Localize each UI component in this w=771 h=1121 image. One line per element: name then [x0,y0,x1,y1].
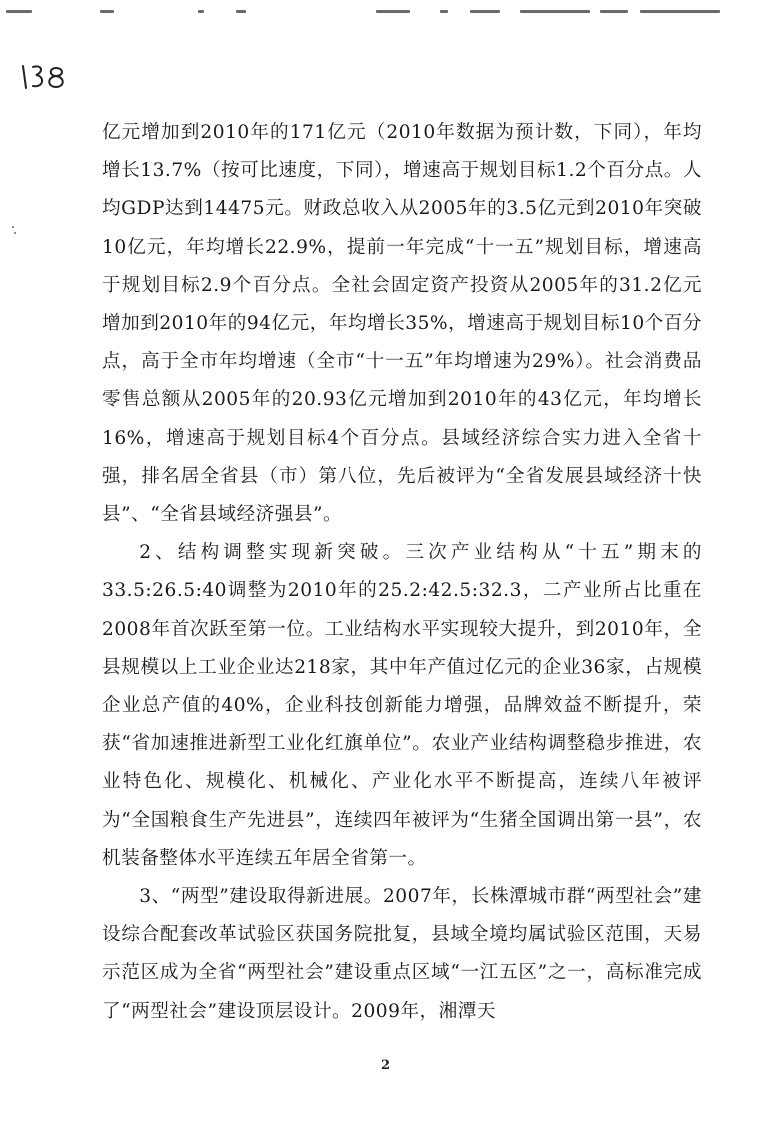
paragraph-economic-growth: 亿元增加到2010年的171亿元（2010年数据为预计数，下同），年均增长13.7%（按可比速度，下同），增速高于规划目标1.2个百分点。人均GDP达到14475元。财政总收入从2005年的3.5亿元到2010年突破10亿元，年均增长22.9%，提前一年完成“十一五”规划目标，增速高于规划目标2.9个百分点。全社会固定资产投资从2005年的31.2亿元增加到2010年的94亿元，年均增长35%，增速高于规划目标10个百分点，高于全市年均增速（全市“十一五”年均增速为29%）。社会消费品零售总额从2005年的20.93亿元增加到2010年的43亿元，年均增长16%，增速高于规划目标4个百分点。县域经济综合实力进入全省十强，排名居全省县（市）第八位，先后被评为“全省发展县域经济十快县”、“全省县域经济强县”。 [102,122,702,526]
scan-noise [0,6,771,20]
paragraph-structural-adjustment: 2、结构调整实现新突破。三次产业结构从“十五”期末的33.5:26.5:40调整为2010年的25.2:42.5:32.3，二产业所占比重在2008年首次跃至第一位。工业结构水平实现较大提升，到2010年，全县规模以上工业企业达218家，其中年产值过亿元的企业36家，占规模企业总产值的40%，企业科技创新能力增强，品牌效益不断提升，荣获“省加速推进新型工业化红旗单位”。农业产业结构调整稳步推进，农业特色化、规模化、机械化、产业化水平不断提高，连续八年被评为“全国粮食生产先进县”，连续四年被评为“生猪全国调出第一县”，农机装备整体水平连续五年居全省第一。 [102,542,702,869]
handwritten-page-mark [20,58,70,98]
paragraph-two-oriented-society: 3、“两型”建设取得新进展。2007年，长株潭城市群“两型社会”建设综合配套改革试验区获国务院批复，县域全境均属试验区范围，天易示范区成为全省“两型社会”建设重点区域“一江五区”之一，高标准完成了“两型社会”建设顶层设计。2009年，湘潭天 [102,886,702,1022]
document-body [102,114,702,1031]
page-number: 2 [380,1058,391,1073]
scan-speck [12,226,14,228]
scan-speck [14,232,16,234]
